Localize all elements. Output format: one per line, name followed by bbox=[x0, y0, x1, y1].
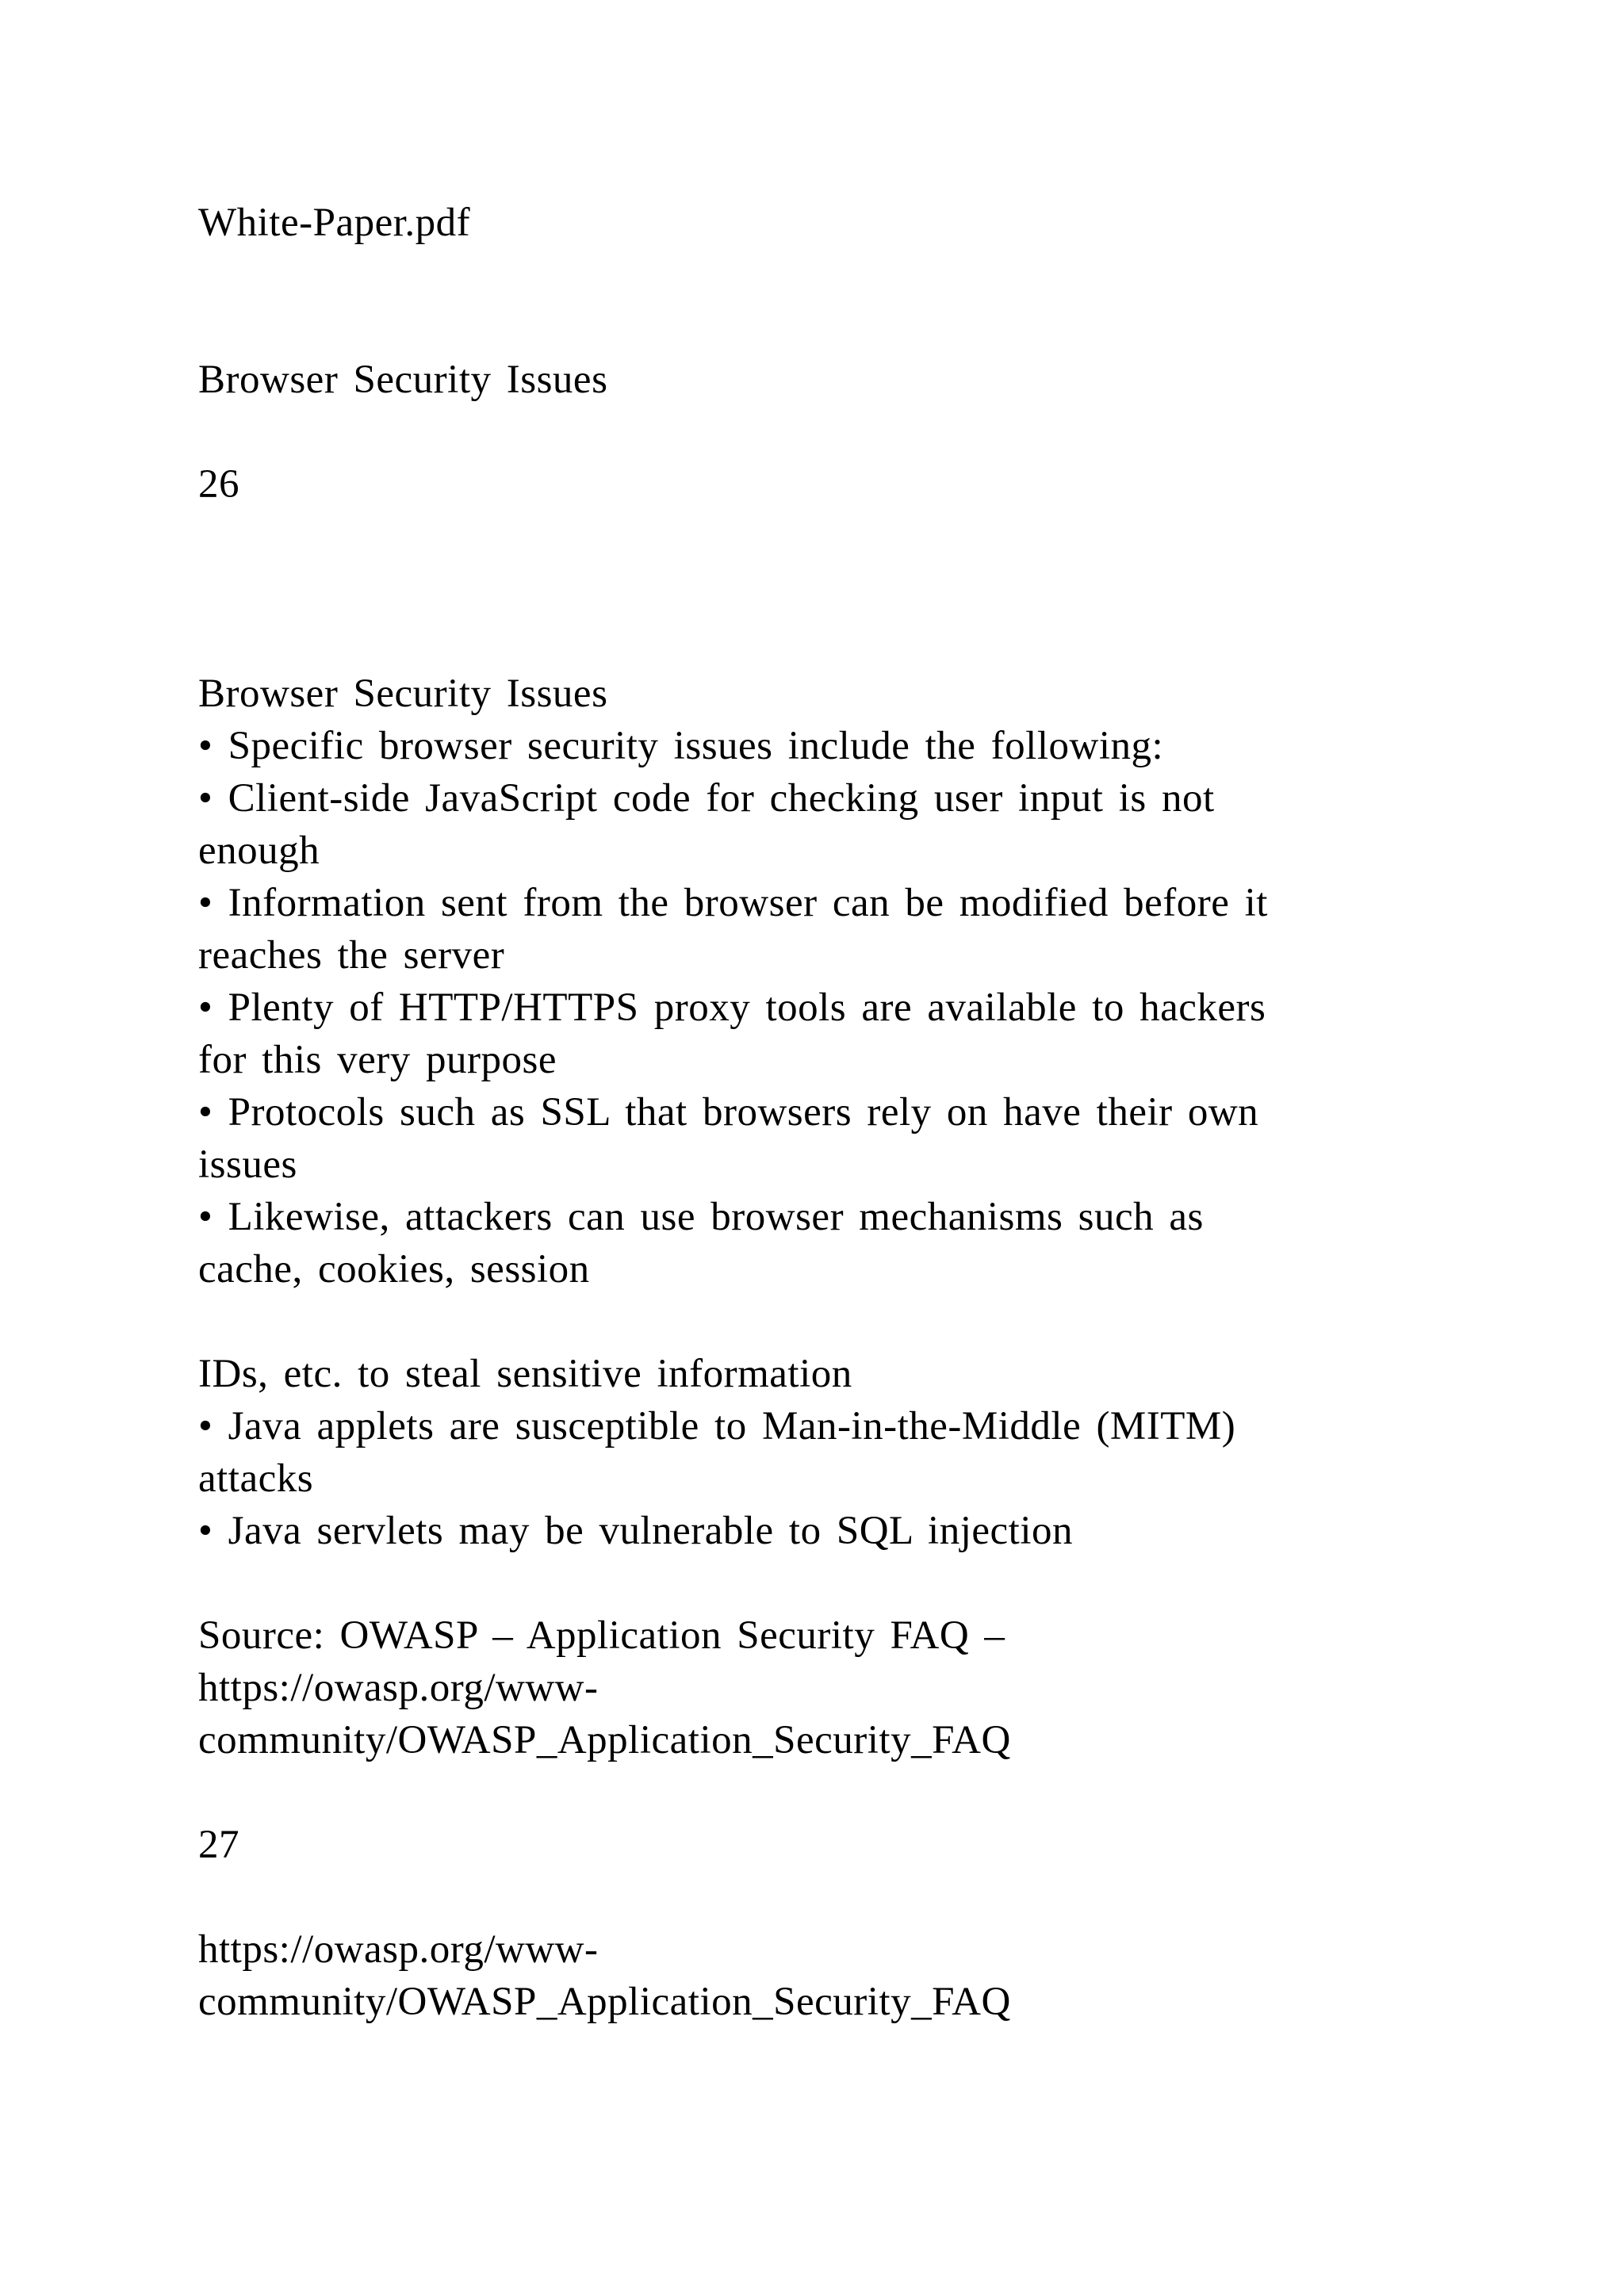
source-url-line: community/OWASP_Application_Security_FAQ bbox=[198, 1718, 1011, 1762]
document-filename: White-Paper.pdf bbox=[198, 201, 471, 245]
bullet-line: IDs, etc. to steal sensitive information bbox=[198, 1352, 852, 1396]
bullet-line: • Client-side JavaScript code for checking user input is not bbox=[198, 776, 1215, 821]
source-url-line: https://owasp.org/www- bbox=[198, 1666, 599, 1710]
bullet-line: • Specific browser security issues include the following: bbox=[198, 724, 1164, 768]
bullet-line: • Java applets are susceptible to Man-in-the-Middle (MITM) bbox=[198, 1404, 1236, 1448]
reference-url-line: https://owasp.org/www- bbox=[198, 1927, 599, 1972]
bullet-line: enough bbox=[198, 828, 320, 873]
bullet-line: • Protocols such as SSL that browsers rely on have their own bbox=[198, 1090, 1259, 1135]
bullet-line: attacks bbox=[198, 1456, 314, 1501]
bullet-line: • Plenty of HTTP/HTTPS proxy tools are available to hackers bbox=[198, 985, 1266, 1030]
reference-url-line: community/OWASP_Application_Security_FAQ bbox=[198, 1980, 1011, 2024]
bullet-line: issues bbox=[198, 1142, 297, 1187]
bullet-line: for this very purpose bbox=[198, 1038, 557, 1082]
slide-title: Browser Security Issues bbox=[198, 672, 608, 716]
bullet-line: • Information sent from the browser can be modified before it bbox=[198, 881, 1268, 925]
bullet-line: reaches the server bbox=[198, 933, 505, 978]
page-number: 27 bbox=[198, 1823, 239, 1867]
bullet-line: • Java servlets may be vulnerable to SQL injection bbox=[198, 1509, 1074, 1553]
page-number: 26 bbox=[198, 462, 239, 507]
source-citation: Source: OWASP – Application Security FAQ – bbox=[198, 1613, 1005, 1658]
bullet-line: • Likewise, attackers can use browser mechanisms such as bbox=[198, 1195, 1204, 1239]
section-heading: Browser Security Issues bbox=[198, 358, 608, 402]
bullet-line: cache, cookies, session bbox=[198, 1247, 590, 1292]
